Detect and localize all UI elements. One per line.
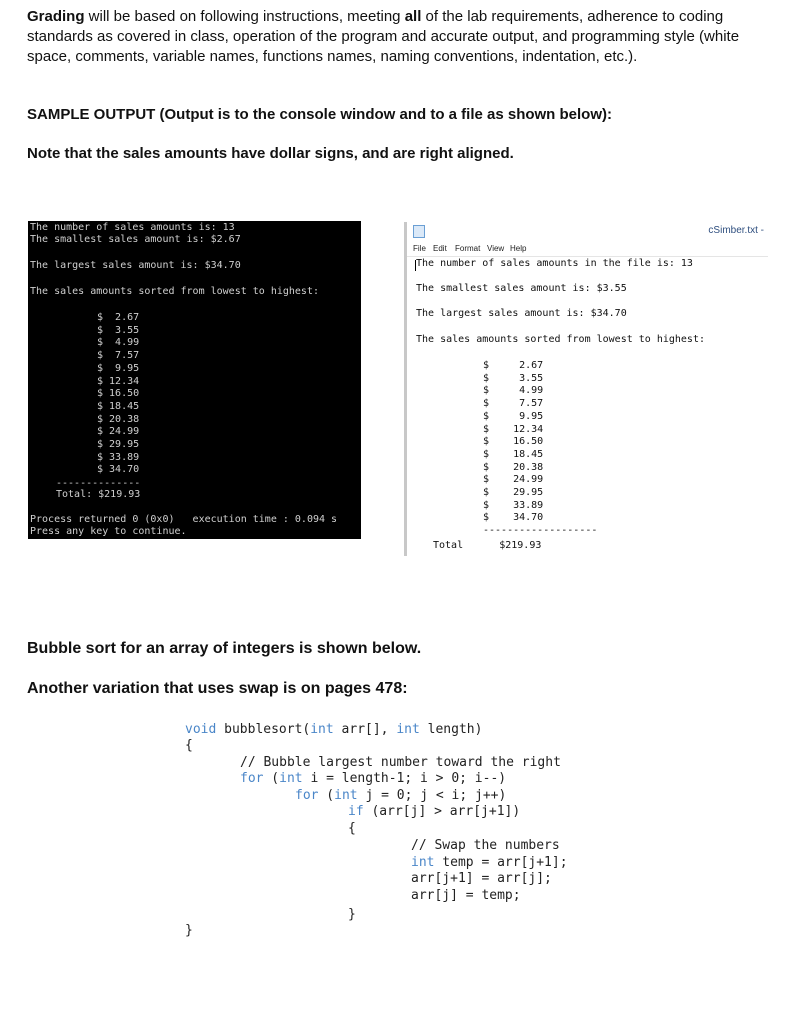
code-text: arr[], [333, 722, 397, 737]
code-text: ( [318, 788, 335, 803]
notepad-amount: $ 24.99 [483, 474, 544, 486]
console-amount: $ 4.99 [97, 337, 140, 349]
console-amount: $ 20.38 [97, 413, 140, 425]
grading-text-2: of the lab requirements, adherence to coding standards as covered in class, operation of the program and accurate output, and programming style (white space, comments, variable names, functions names, naming conventions, indentation, etc.). [27, 8, 740, 65]
sample-output-heading: SAMPLE OUTPUT (Output is to the console window and to a file as shown below): [27, 106, 613, 123]
grading-paragraph [27, 7, 767, 67]
code-keyword: for [295, 788, 319, 803]
console-amount: $ 34.70 [97, 464, 140, 476]
console-line-smallest: The smallest sales amount is: $2.67 [30, 234, 241, 245]
code-line [240, 771, 506, 787]
notepad-line-smallest: The smallest sales amount is: $3.55 [416, 283, 627, 294]
code-keyword: int [411, 855, 435, 870]
note-heading: Note that the sales amounts have dollar signs, and are right aligned. [27, 145, 514, 162]
console-window [28, 221, 361, 539]
code-line [348, 804, 520, 820]
notepad-line-largest: The largest sales amount is: $34.70 [416, 308, 627, 319]
menu-file[interactable]: File [413, 244, 426, 253]
grading-text-1: will be based on following instructions, meeting [84, 8, 405, 25]
notepad-amount: $ 20.38 [483, 461, 544, 473]
variation-heading: Another variation that uses swap is on pages 478: [27, 680, 408, 697]
notepad-text-area[interactable] [407, 257, 768, 556]
console-amount: $ 3.55 [97, 324, 140, 336]
code-keyword: if [348, 804, 364, 819]
console-separator: -------------- [56, 478, 141, 489]
notepad-amount: $ 16.50 [483, 436, 544, 448]
menu-edit[interactable]: Edit [433, 244, 447, 253]
menu-format[interactable]: Format [455, 244, 481, 253]
menu-help[interactable]: Help [510, 244, 527, 253]
code-keyword: int [396, 722, 420, 737]
console-amount: $ 16.50 [97, 388, 140, 400]
code-keyword: int [279, 771, 303, 786]
code-text: length) [419, 722, 483, 737]
code-line: } [185, 923, 193, 938]
notepad-app-icon [413, 225, 425, 238]
console-amount: $ 33.89 [97, 451, 140, 463]
code-keyword: int [310, 722, 334, 737]
code-comment: // Swap the numbers [411, 838, 560, 853]
code-text: ( [263, 771, 280, 786]
notepad-amount: $ 29.95 [483, 487, 544, 498]
code-line: arr[j+1] = arr[j]; [411, 871, 552, 886]
code-keyword: void [185, 722, 217, 737]
console-process-line: Process returned 0 (0x0) execution time : 0.094 s [30, 514, 338, 525]
notepad-amount: $ 2.67 [483, 360, 544, 371]
notepad-line-sorted: The sales amounts sorted from lowest to highest: [416, 334, 705, 345]
code-text: i = length-1; i > 0; i--) [302, 771, 507, 786]
bubble-sort-heading: Bubble sort for an array of integers is shown below. [27, 640, 422, 657]
grading-all: all [404, 8, 422, 25]
console-amount: $ 2.67 [97, 312, 140, 323]
grading-label: Grading [27, 8, 85, 25]
notepad-line-count: The number of sales amounts in the file is: 13 [416, 258, 693, 269]
menu-view[interactable]: View [487, 244, 505, 253]
console-amount: $ 24.99 [97, 426, 140, 438]
code-text: (arr[j] > arr[j+1]) [363, 804, 521, 819]
notepad-filename: cSimber.txt - [708, 225, 764, 236]
console-total: Total: $219.93 [56, 489, 141, 500]
code-line: } [348, 907, 356, 922]
code-keyword: int [334, 788, 358, 803]
console-amount: $ 9.95 [97, 362, 140, 374]
console-line-largest: The largest sales amount is: $34.70 [30, 260, 241, 271]
notepad-separator: ------------------- [483, 525, 598, 536]
code-line [185, 722, 482, 738]
notepad-amount: $ 18.45 [483, 448, 544, 460]
code-comment: // Bubble largest number toward the right [240, 755, 561, 770]
code-line: arr[j] = temp; [411, 888, 521, 903]
console-amount: $ 12.34 [97, 375, 140, 387]
code-text: temp = arr[j+1]; [434, 855, 568, 870]
notepad-amount: $ 12.34 [483, 423, 544, 435]
console-amount: $ 29.95 [97, 439, 140, 450]
notepad-amount: $ 33.89 [483, 499, 544, 511]
console-press-line: Press any key to continue. [30, 526, 187, 537]
notepad-amount: $ 34.70 [483, 512, 544, 524]
notepad-amount: $ 4.99 [483, 385, 544, 397]
notepad-amount: $ 9.95 [483, 410, 544, 422]
code-line: { [185, 738, 193, 753]
code-text: j = 0; j < i; j++) [357, 788, 507, 803]
code-line: { [348, 821, 356, 836]
code-text: bubblesort( [216, 722, 311, 737]
notepad-total: Total $219.93 [433, 540, 542, 551]
code-line [411, 855, 568, 871]
console-amount: $ 7.57 [97, 350, 140, 362]
notepad-amount: $ 7.57 [483, 398, 544, 410]
console-line-sorted: The sales amounts sorted from lowest to highest: [30, 286, 319, 297]
notepad-amount: $ 3.55 [483, 372, 544, 384]
console-line-count: The number of sales amounts is: 13 [30, 222, 235, 233]
notepad-window [404, 222, 768, 556]
console-amount: $ 18.45 [97, 400, 140, 412]
code-line [295, 788, 506, 804]
notepad-titlebar[interactable] [407, 222, 768, 240]
notepad-menubar [407, 242, 768, 257]
code-keyword: for [240, 771, 264, 786]
